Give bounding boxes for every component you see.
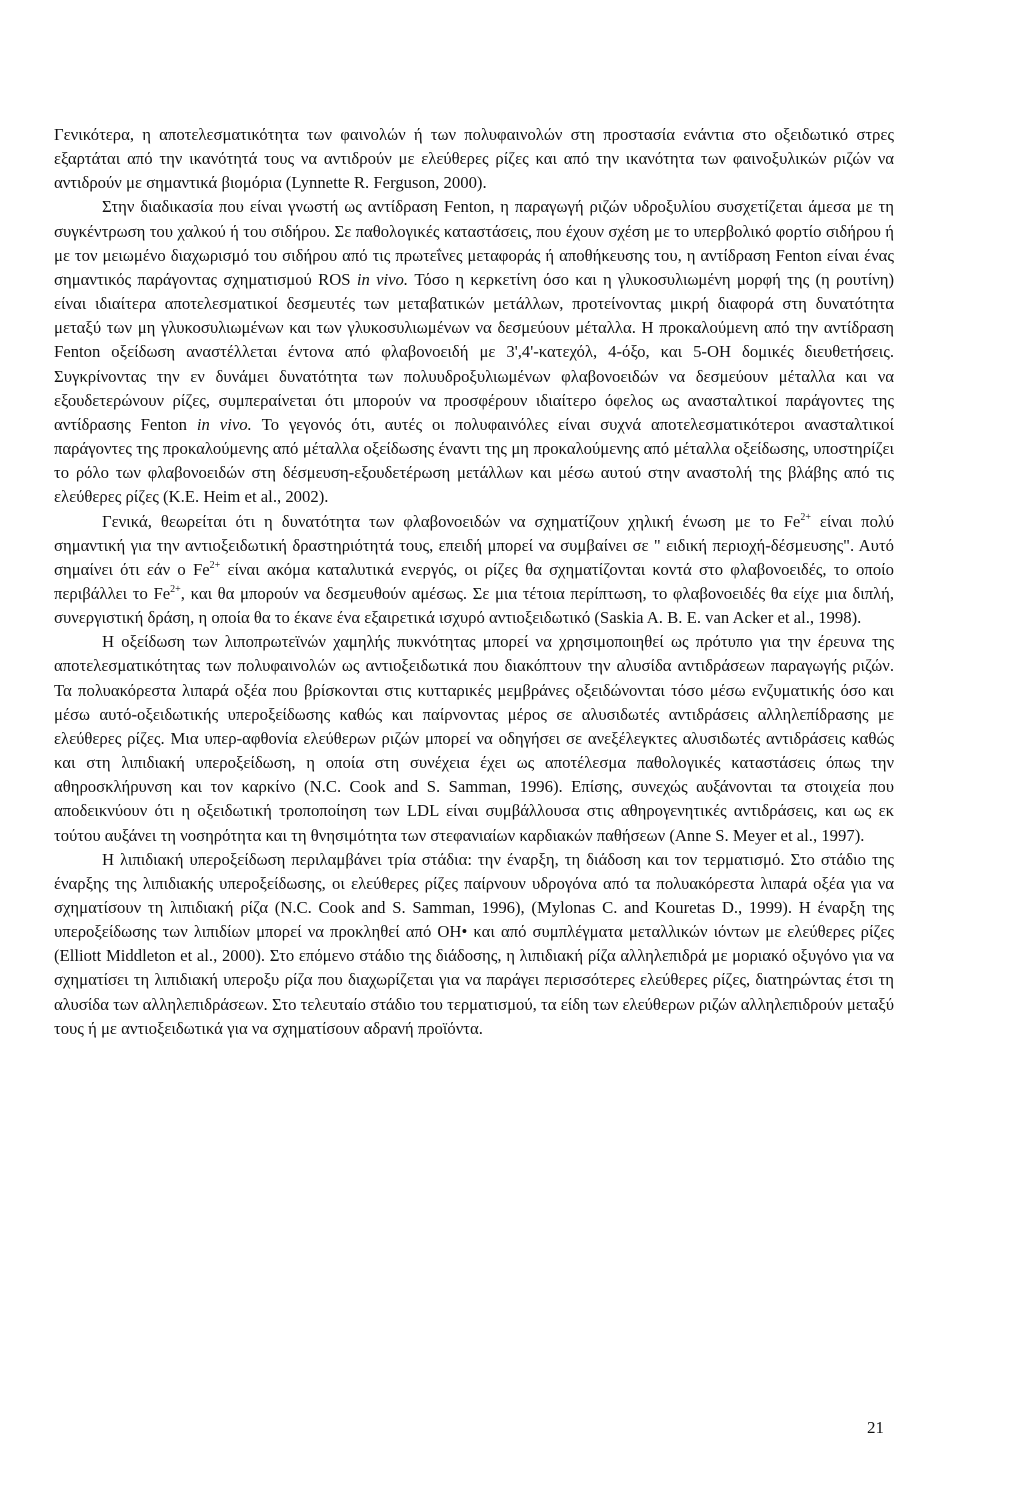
superscript-charge-1: 2+: [800, 511, 811, 523]
paragraph-3-text-b: είναι πολύ σημαντική για την αντιοξειδωτική δραστηριότητά τους, επειδή μπορεί να συμβαίνει σε " ειδική περιοχή-δέσμευσης". Αυτό σημαίνει ότι εάν ο Fe: [54, 511, 894, 579]
superscript-charge-2: 2+: [209, 559, 221, 571]
paragraph-2-text-c: Το γεγονός ότι, αυτές οι πολυφαινόλες είναι συχνά αποτελεσματικότεροι ανασταλτικοί παράγοντες της προκαλούμενης από μέταλλα οξείδωσης έναντι της μη προκαλούμενης από μέταλλα οξείδωσης, υποστηρίζει το ρόλο των φλαβονοειδών στη δέσμευση-εξουδετέρωση μετάλλων και μέσω αυτού στην αναστολή της βλάβης από τις ελεύθερες ρίζες (K.E. Heim et al., 2002).: [54, 414, 895, 507]
paragraph-3-text-c: είναι ακόμα καταλυτικά ενεργός, οι ρίζες θα σχηματίζονται κοντά στο φλαβονοειδές, το οποίο περιβάλλει το Fe: [54, 559, 894, 603]
paragraph-5-text: Η λιπιδιακή υπεροξείδωση περιλαμβάνει τρία στάδια: την έναρξη, τη διάδοση και τον τερματισμό. Στο στάδιο της έναρξης της λιπιδιακής υπεροξείδωσης, οι ελεύθερες ρίζες παίρνουν υδρογόνα από τα πολυακόρεστα λιπαρά οξέα για να σχηματίσουν τη λιπιδιακή ρίζα (N.C. Cook and S. Samman, 1996), (Mylonas C. and Kouretas D., 1999). Η έναρξη της υπεροξείδωσης των λιπιδίων μπορεί να προκληθεί από ΟΗ• και από συμπλέγματα μεταλλικών ιόντων με ελεύθερες ρίζες (Elliott Middleton et al., 2000). Στο επόμενο στάδιο της διάδοσης, η λιπιδιακή ρίζα αλληλεπιδρά με μοριακό οξυγόνο για να σχηματίσει τη λιπιδιακή υπεροξυ ρίζα που διαχωρίζεται για να παράγει περισσότερες ελεύθερες ρίζες, διατηρώντας έτσι τη αλυσίδα των αλληλεπιδράσεων. Στο τελευταίο στάδιο του τερματισμού, τα είδη των ελεύθερων ριζών αλληλεπιδρούν μεταξύ τους ή με αντιοξειδωτικά για να σχηματίσουν αδρανή προϊόντα.: [54, 849, 894, 1038]
paragraph-3: [54, 510, 894, 631]
paragraph-1: [54, 123, 894, 195]
paragraph-2-text-a: Στην διαδικασία που είναι γνωστή ως αντίδραση Fenton, η παραγωγή ριζών υδροξυλίου συσχετίζεται άμεσα με τη συγκέντρωση του χαλκού ή του σιδήρου. Σε παθολογικές καταστάσεις, που έχουν σχέση με το υπερβολικό φορτίο σιδήρου ή με τον μειωμένο διαχωρισμό του σιδήρου από τις πρωτεΐνες μεταφοράς ή αποθήκευσης του, η αντίδραση Fenton είναι ένας σημαντικός παράγοντας σχηματισμού ROS: [54, 197, 894, 289]
paragraph-5: [54, 848, 894, 1041]
paragraph-2-italic-b: in vivo.: [196, 414, 252, 434]
page-number: 21: [867, 1418, 884, 1437]
paragraph-1-text: Γενικότερα, η αποτελεσματικότητα των φαινολών ή των πολυφαινολών στη προστασία ενάντια στο οξειδωτικό στρες εξαρτάται από την ικανότητά τους να αντιδρούν με ελεύθερες ρίζες και από την ικανότητα των φαινοξυλικών ριζών να αντιδρούν με σημαντικά βιομόρια (Lynnette R. Ferguson, 2000).: [54, 125, 894, 193]
paragraph-2: [54, 195, 894, 509]
superscript-charge-3: 2+: [170, 583, 181, 595]
paragraph-3-text-a: Γενικά, θεωρείται ότι η δυνατότητα των φλαβονοειδών να σχηματίζουν χηλική ένωση με το Fe: [102, 511, 801, 531]
paragraph-4-text: Η οξείδωση των λιποπρωτεϊνών χαμηλής πυκνότητας μπορεί να χρησιμοποιηθεί ως πρότυπο για την έρευνα της αποτελεσματικότητας των πολυφαινολών ως αντιοξειδωτικά που διακόπτουν την αλυσίδα αντιδράσεων παραγωγής ριζών. Τα πολυακόρεστα λιπαρά οξέα που βρίσκονται στις κυτταρικές μεμβράνες οξειδώνονται τόσο μέσω ενζυματικής όσο και μέσω αυτό-οξειδωτικής υπεροξείδωσης καθώς και παίρνοντας μέρος σε αλυσιδωτές αντιδράσεις αλληλεπίδρασης με ελεύθερες ρίζες. Μια υπερ-αφθονία ελεύθερων ριζών μπορεί να οδηγήσει σε ανεξέλεγκτες αλυσιδωτές αντιδράσεις καθώς και στη λιπιδιακή υπεροξείδωση, η οποία στη συνέχεια έχει ως αποτέλεσμα παθολογικές καταστάσεις όπως την αθηροσκλήρυνση και τον καρκίνο (N.C. Cook and S. Samman, 1996). Επίσης, συνεχώς αυξάνονται τα στοιχεία που αποδεικνύουν ότι η οξειδωτική τροποποίηση των LDL είναι συμβάλλουσα στις αθηρογενητικές αντιδράσεις, και ως εκ τούτου αυξάνει τη νοσηρότητα και τη θνησιμότητα των στεφανιαίων καρδιακών παθήσεων (Anne S. Meyer et al., 1997).: [54, 632, 894, 845]
paragraph-2-italic-a: in vivo.: [356, 269, 409, 289]
body-text: [54, 123, 894, 1041]
paragraph-3-text-d: , και θα μπορούν να δεσμευθούν αμέσως. Σε μια τέτοια περίπτωση, το φλαβονοειδές θα είχε μια διπλή, συνεργιστική δράση, η οποία θα το έκανε ένα εξαιρετικά ισχυρό αντιοξειδωτικό (Saskia A. B. E. van Acker et al., 1998).: [54, 583, 895, 628]
paragraph-4: [54, 630, 894, 847]
paragraph-2-text-b: Τόσο η κερκετίνη όσο και η γλυκοσυλιωμένη μορφή της (η ρουτίνη) είναι ιδιαίτερα αποτελεσματικοί δεσμευτές των μεταβατικών μετάλλων, προτείνοντας μικρή διαφορά στη δυνατότητα μεταξύ των μη γλυκοσυλιωμένων και των γλυκοσυλιωμένων να δεσμεύουν μέταλλα. Η προκαλούμενη από την αντίδραση Fenton οξείδωση αναστέλλεται έντονα από φλαβονοειδή με 3',4'-κατεχόλ, 4-όξο, και 5-ΟΗ δομικές διευθετήσεις. Συγκρίνοντας την εν δυνάμει δυνατότητα των πολυυδροξυλιωμένων φλαβονοειδών να δεσμεύουν μέταλλα και να εξουδετερώνουν ρίζες, συμπεραίνεται ότι μπορούν να προσφέρουν ιδιαίτερο όφελος ως ανασταλτικοί παράγοντες της αντίδρασης Fenton: [54, 269, 895, 434]
